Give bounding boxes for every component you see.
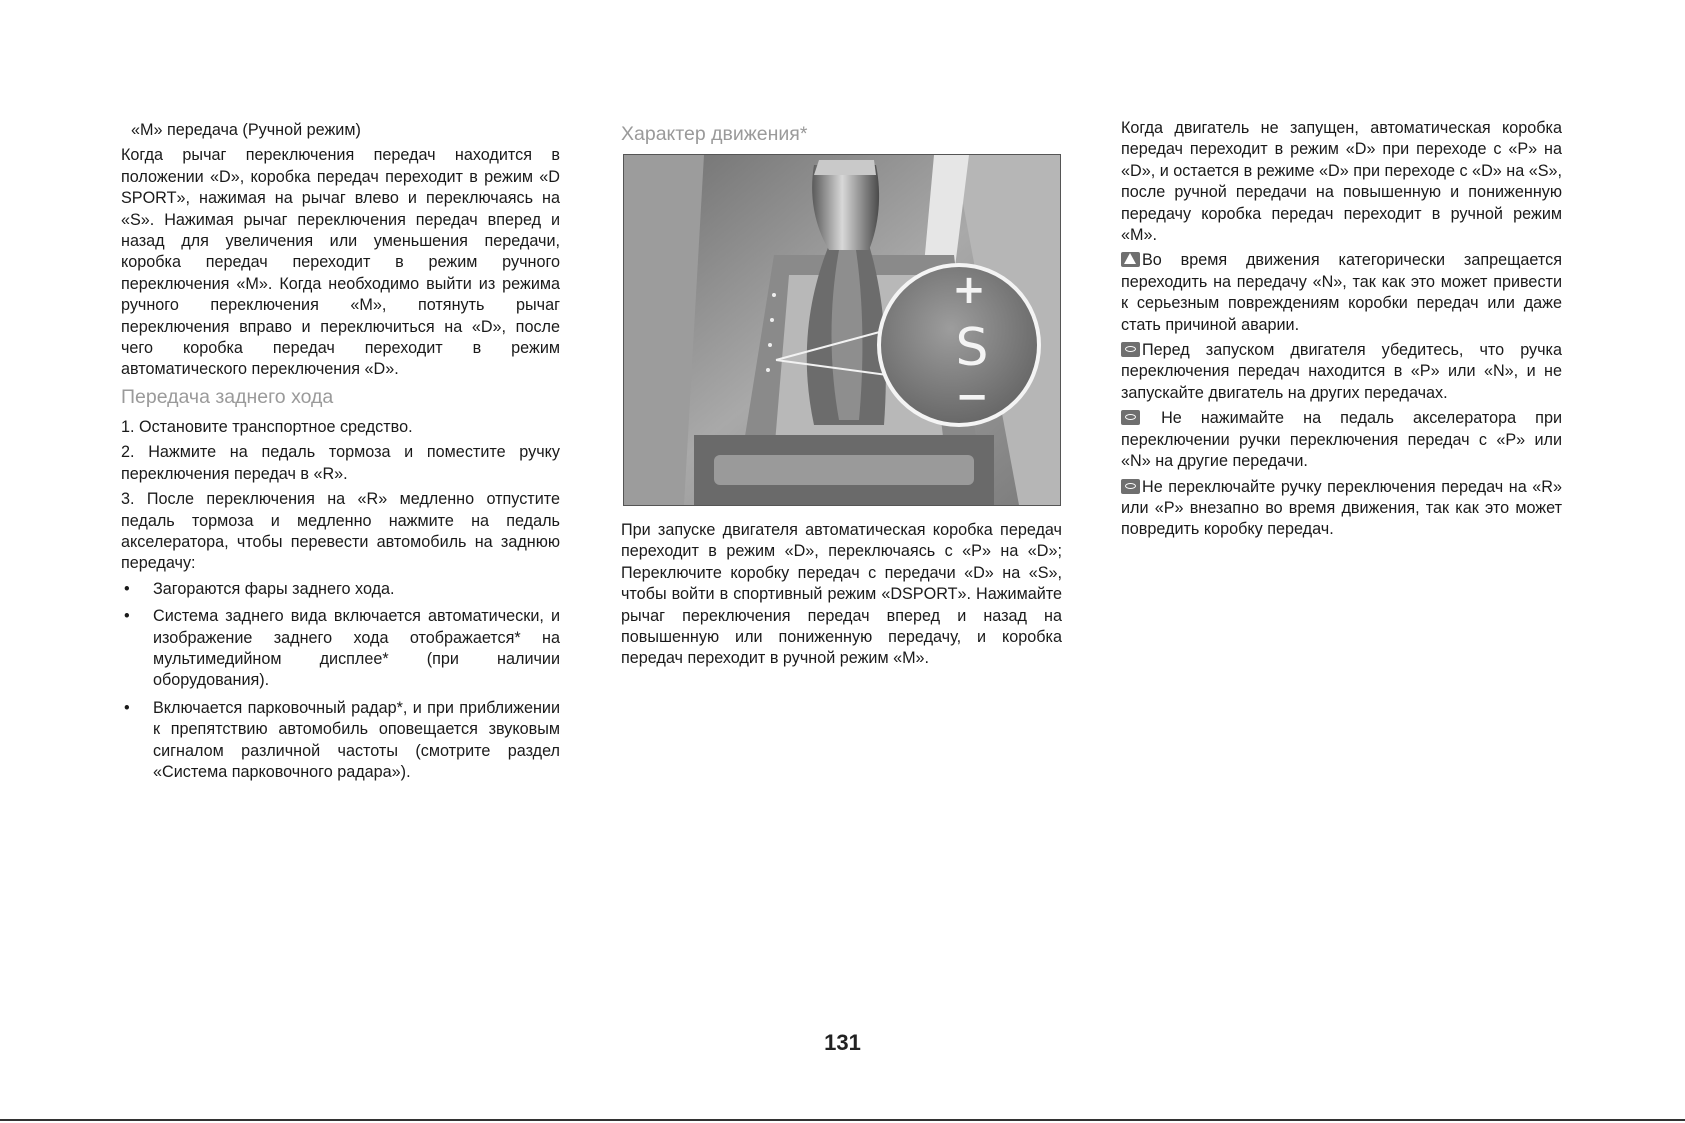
warning-note	[1121, 250, 1562, 336]
gear-shifter-illustration	[623, 154, 1061, 506]
note-text: Перед запуском двигателя убедитесь, что ручка переключения передач находится в «P» или «N», и не запускайте двигатель на других передачах.	[1121, 341, 1562, 402]
note-text: Не нажимайте на педаль акселератора при переключении ручки переключения передач с «P» или «N» на другие передачи.	[1121, 409, 1562, 471]
reverse-gear-heading: Передача заднего хода	[121, 385, 334, 408]
step-1: 1. Остановите транспортное средство.	[121, 417, 413, 436]
middle-column	[621, 118, 1062, 674]
caution-note	[1121, 477, 1562, 541]
right-column	[1121, 118, 1562, 545]
eye-icon	[1121, 410, 1140, 425]
step-3: 3. После переключения на «R» медленно отпустите педаль тормоза и медленно нажмите на педаль акселератора, чтобы перевести автомобиль на заднюю передачу:	[121, 490, 560, 573]
engine-off-text: Когда двигатель не запущен, автоматическая коробка передач переходит в режим «D» при переходе с «P» на «D», и остается в режиме «D» при переходе с «D» на «S», после ручной передачи на повышенную и пониженную передачу коробка передач переходит в ручной режим «M».	[1121, 119, 1562, 245]
step-2: 2. Нажмите на педаль тормоза и поместите ручку переключения передач в «R».	[121, 443, 560, 483]
left-column	[121, 118, 560, 789]
note-text: Во время движения категорически запрещается переходить на передачу «N», так как это может привести к серьезным повреждениям коробки передач или даже стать причиной аварии.	[1121, 251, 1562, 334]
sport-mode-label: S	[955, 318, 989, 378]
reverse-effects-list	[121, 579, 560, 784]
caution-note	[1121, 408, 1562, 472]
list-item-text: Загораются фары заднего хода.	[153, 579, 395, 598]
list-item	[121, 698, 560, 784]
bullet-mark: •	[124, 607, 130, 626]
warning-icon	[1121, 252, 1140, 267]
bullet-mark: •	[124, 698, 130, 717]
eye-icon	[1121, 479, 1140, 494]
list-item	[121, 579, 560, 600]
minus-label: −	[955, 374, 989, 420]
note-text: Не переключайте ручку переключения передач на «R» или «P» внезапно во время движения, так как это может повредить коробку передач.	[1121, 477, 1562, 539]
driving-mode-heading: Характер движения*	[621, 123, 808, 145]
driving-mode-text: При запуске двигателя автоматическая коробка передач переходит в режим «D», переключаясь с «P» на «D»; Переключите коробку передач с передачи «D» на «S», чтобы войти в спортивный режим «DSPORT». Нажимайте рычаг переключения передач вперед и назад на повышенную или пониженную передачу, и коробка передач переходит в ручной режим «M».	[621, 521, 1062, 668]
list-item-text: Система заднего вида включается автоматически, и изображение заднего хода отображается* на мультимедийном дисплее* (при наличии оборудования).	[153, 607, 560, 690]
bottom-divider	[0, 1119, 1685, 1121]
eye-icon	[1121, 342, 1140, 357]
manual-mode-text: Когда рычаг переключения передач находится в положении «D», коробка передач переходит в режим «D SPORT», нажимая на рычаг влево и переключаясь на «S». Нажимая рычаг переключения передач вперед и назад для увеличения или уменьшения передачи, коробка передач переходит в режим ручного переключения «M». Когда необходимо выйти из режима ручного переключения «M», потянуть рычаг переключения вправо и переключиться на «D», после чего коробка передач переходит в режим автоматического переключения «D».	[121, 146, 560, 379]
caution-note	[1121, 340, 1562, 404]
list-item	[121, 606, 560, 692]
list-item-text: Включается парковочный радар*, и при приближении к препятствию автомобиль оповещается звуковым сигналом различной частоты (смотрите раздел «Система парковочного радара»).	[153, 698, 560, 781]
plus-label: +	[952, 267, 986, 313]
page-number: 131	[824, 1030, 861, 1055]
manual-mode-heading: «M» передача (Ручной режим)	[131, 121, 361, 139]
gear-shifter-image	[624, 155, 1060, 505]
bullet-mark: •	[124, 579, 130, 598]
